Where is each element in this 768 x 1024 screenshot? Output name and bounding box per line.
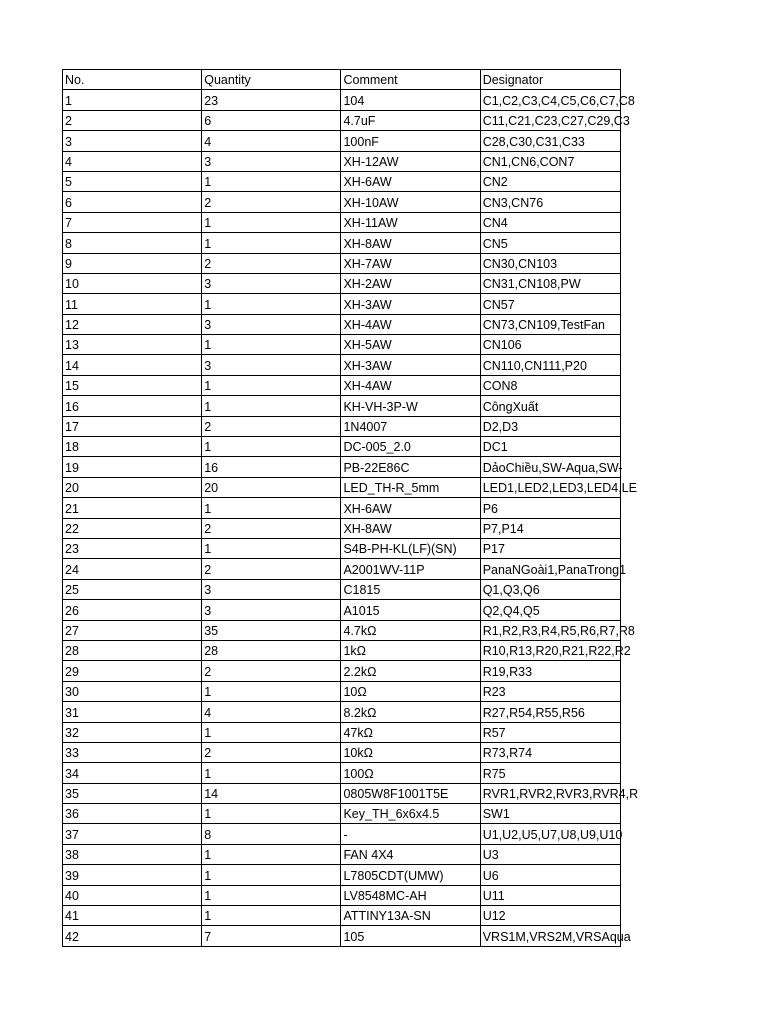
cell-comment[interactable]: 47kΩ [341, 722, 480, 742]
cell-designator[interactable]: C11,C21,C23,C27,C29,C3 [480, 110, 620, 130]
cell-comment[interactable]: XH-8AW [341, 233, 480, 253]
cell-designator[interactable]: CN4 [480, 212, 620, 232]
cell-quantity[interactable]: 1 [202, 294, 341, 314]
cell-quantity[interactable]: 2 [202, 416, 341, 436]
cell-comment[interactable]: LV8548MC-AH [341, 885, 480, 905]
cell-quantity[interactable]: 1 [202, 212, 341, 232]
table-row [63, 335, 621, 355]
cell-comment[interactable]: FAN 4X4 [341, 844, 480, 864]
cell-quantity[interactable]: 1 [202, 804, 341, 824]
table-row [63, 804, 621, 824]
cell-designator[interactable]: LED1,LED2,LED3,LED4,LE [480, 477, 620, 497]
cell-quantity[interactable]: 2 [202, 559, 341, 579]
cell-quantity[interactable]: 2 [202, 661, 341, 681]
cell-designator[interactable]: R73,R74 [480, 742, 620, 762]
cell-quantity[interactable]: 2 [202, 518, 341, 538]
table-row [63, 906, 621, 926]
bom-table [62, 69, 639, 947]
cell-no[interactable]: 11 [63, 294, 202, 314]
cell-comment[interactable]: 105 [341, 926, 480, 946]
cell-designator[interactable]: R27,R54,R55,R56 [480, 702, 620, 722]
cell-comment[interactable]: L7805CDT(UMW) [341, 865, 480, 885]
cell-comment[interactable]: 1N4007 [341, 416, 480, 436]
table-row [63, 355, 621, 375]
cell-designator[interactable]: CN110,CN111,P20 [480, 355, 620, 375]
cell-no[interactable]: 23 [63, 538, 202, 558]
cell-quantity[interactable]: 23 [202, 90, 341, 110]
table-row [63, 620, 621, 640]
table-row [63, 538, 621, 558]
cell-designator[interactable]: DC1 [480, 437, 620, 457]
table-row [63, 824, 621, 844]
cell-comment[interactable]: 104 [341, 90, 480, 110]
table-row [63, 233, 621, 253]
cell-designator[interactable]: C1,C2,C3,C4,C5,C6,C7,C8 [480, 90, 620, 110]
cell-quantity[interactable]: 1 [202, 171, 341, 191]
cell-no[interactable]: 39 [63, 865, 202, 885]
header-no[interactable]: No. [63, 70, 202, 90]
cell-quantity[interactable]: 1 [202, 722, 341, 742]
table-row [63, 90, 621, 110]
cell-designator[interactable]: R75 [480, 763, 620, 783]
cell-designator[interactable]: R23 [480, 681, 620, 701]
cell-no[interactable]: 8 [63, 233, 202, 253]
cell-comment[interactable]: 2.2kΩ [341, 661, 480, 681]
table-row [63, 518, 621, 538]
table-row [63, 416, 621, 436]
cell-comment[interactable]: DC-005_2.0 [341, 437, 480, 457]
cell-designator[interactable]: CN106 [480, 335, 620, 355]
cell-quantity[interactable]: 1 [202, 865, 341, 885]
table-row [63, 579, 621, 599]
table-row [63, 926, 621, 946]
cell-comment[interactable]: - [341, 824, 480, 844]
cell-comment[interactable]: A1015 [341, 600, 480, 620]
cell-no[interactable]: 29 [63, 661, 202, 681]
cell-quantity[interactable]: 20 [202, 477, 341, 497]
cell-designator[interactable]: R1,R2,R3,R4,R5,R6,R7,R8 [480, 620, 620, 640]
cell-no[interactable]: 20 [63, 477, 202, 497]
table-row [63, 640, 621, 660]
cell-no[interactable]: 31 [63, 702, 202, 722]
cell-comment[interactable]: XH-6AW [341, 498, 480, 518]
cell-comment[interactable]: 4.7uF [341, 110, 480, 130]
cell-designator[interactable]: DảoChiều,SW-Aqua,SW- [480, 457, 620, 477]
cell-no[interactable]: 24 [63, 559, 202, 579]
cell-quantity[interactable]: 2 [202, 192, 341, 212]
table-row [63, 437, 621, 457]
cell-no[interactable]: 1 [63, 90, 202, 110]
cell-quantity[interactable]: 1 [202, 885, 341, 905]
cell-no[interactable]: 10 [63, 273, 202, 293]
cell-quantity[interactable]: 1 [202, 396, 341, 416]
cell-no[interactable]: 17 [63, 416, 202, 436]
cell-no[interactable]: 34 [63, 763, 202, 783]
cell-no[interactable]: 40 [63, 885, 202, 905]
cell-quantity[interactable]: 4 [202, 702, 341, 722]
cell-no[interactable]: 32 [63, 722, 202, 742]
cell-no[interactable]: 22 [63, 518, 202, 538]
cell-quantity[interactable]: 1 [202, 681, 341, 701]
cell-designator[interactable]: R19,R33 [480, 661, 620, 681]
cell-no[interactable]: 3 [63, 131, 202, 151]
table-row [63, 253, 621, 273]
table-row [63, 844, 621, 864]
cell-comment[interactable]: XH-12AW [341, 151, 480, 171]
cell-designator[interactable]: CN5 [480, 233, 620, 253]
cell-quantity[interactable]: 3 [202, 314, 341, 334]
cell-no[interactable]: 14 [63, 355, 202, 375]
cell-designator[interactable]: U1,U2,U5,U7,U8,U9,U10 [480, 824, 620, 844]
cell-comment[interactable]: 0805W8F1001T5E [341, 783, 480, 803]
cell-comment[interactable]: XH-3AW [341, 355, 480, 375]
cell-no[interactable]: 2 [63, 110, 202, 130]
cell-comment[interactable]: 10Ω [341, 681, 480, 701]
cell-no[interactable]: 35 [63, 783, 202, 803]
cell-designator[interactable]: R10,R13,R20,R21,R22,R2 [480, 640, 620, 660]
cell-comment[interactable]: PB-22E86C [341, 457, 480, 477]
cell-no[interactable]: 30 [63, 681, 202, 701]
cell-quantity[interactable]: 1 [202, 538, 341, 558]
cell-designator[interactable]: CN2 [480, 171, 620, 191]
cell-quantity[interactable]: 2 [202, 253, 341, 273]
cell-comment[interactable]: XH-3AW [341, 294, 480, 314]
cell-comment[interactable]: XH-6AW [341, 171, 480, 191]
cell-quantity[interactable]: 28 [202, 640, 341, 660]
cell-no[interactable]: 7 [63, 212, 202, 232]
cell-quantity[interactable]: 2 [202, 742, 341, 762]
table-row [63, 375, 621, 395]
cell-designator[interactable]: Q1,Q3,Q6 [480, 579, 620, 599]
cell-no[interactable]: 4 [63, 151, 202, 171]
cell-designator[interactable]: P6 [480, 498, 620, 518]
cell-comment[interactable]: XH-2AW [341, 273, 480, 293]
cell-no[interactable]: 12 [63, 314, 202, 334]
cell-no[interactable]: 25 [63, 579, 202, 599]
cell-quantity[interactable]: 1 [202, 437, 341, 457]
table-row [63, 131, 621, 151]
table-row [63, 171, 621, 191]
cell-designator[interactable]: CN3,CN76 [480, 192, 620, 212]
cell-quantity[interactable]: 1 [202, 498, 341, 518]
cell-quantity[interactable]: 6 [202, 110, 341, 130]
cell-comment[interactable]: 8.2kΩ [341, 702, 480, 722]
cell-designator[interactable]: CN1,CN6,CON7 [480, 151, 620, 171]
table-row [63, 212, 621, 232]
table-row [63, 702, 621, 722]
cell-comment[interactable]: A2001WV-11P [341, 559, 480, 579]
table-row [63, 477, 621, 497]
cell-comment[interactable]: XH-5AW [341, 335, 480, 355]
table-row [63, 498, 621, 518]
cell-no[interactable]: 15 [63, 375, 202, 395]
table-row [63, 457, 621, 477]
cell-comment[interactable]: XH-10AW [341, 192, 480, 212]
cell-no[interactable]: 36 [63, 804, 202, 824]
cell-quantity[interactable]: 3 [202, 273, 341, 293]
cell-comment[interactable]: ATTINY13A-SN [341, 906, 480, 926]
cell-designator[interactable]: U12 [480, 906, 620, 926]
cell-comment[interactable]: 4.7kΩ [341, 620, 480, 640]
cell-no[interactable]: 26 [63, 600, 202, 620]
cell-no[interactable]: 27 [63, 620, 202, 640]
table-row [63, 661, 621, 681]
cell-quantity[interactable]: 3 [202, 600, 341, 620]
cell-quantity[interactable]: 16 [202, 457, 341, 477]
cell-no[interactable]: 13 [63, 335, 202, 355]
cell-quantity[interactable]: 3 [202, 579, 341, 599]
table-row [63, 273, 621, 293]
cell-designator[interactable]: P7,P14 [480, 518, 620, 538]
cell-no[interactable]: 33 [63, 742, 202, 762]
header-comment[interactable]: Comment [341, 70, 480, 90]
cell-no[interactable]: 21 [63, 498, 202, 518]
cell-no[interactable]: 18 [63, 437, 202, 457]
header-designator[interactable]: Designator [480, 70, 620, 90]
cell-no[interactable]: 19 [63, 457, 202, 477]
table-row [63, 314, 621, 334]
table-row [63, 294, 621, 314]
cell-comment[interactable]: 10kΩ [341, 742, 480, 762]
cell-no[interactable]: 16 [63, 396, 202, 416]
table-row [63, 396, 621, 416]
header-row [63, 70, 621, 90]
cell-no[interactable]: 5 [63, 171, 202, 191]
cell-designator[interactable]: RVR1,RVR2,RVR3,RVR4,R [480, 783, 620, 803]
cell-designator[interactable]: U3 [480, 844, 620, 864]
table-row [63, 151, 621, 171]
cell-quantity[interactable]: 3 [202, 355, 341, 375]
table-row [63, 559, 621, 579]
table-row [63, 885, 621, 905]
cell-designator[interactable]: CN73,CN109,TestFan [480, 314, 620, 334]
cell-designator[interactable]: Q2,Q4,Q5 [480, 600, 620, 620]
table-row [63, 763, 621, 783]
cell-no[interactable]: 38 [63, 844, 202, 864]
cell-quantity[interactable]: 14 [202, 783, 341, 803]
cell-quantity[interactable]: 35 [202, 620, 341, 640]
cell-quantity[interactable]: 1 [202, 844, 341, 864]
cell-designator[interactable]: CON8 [480, 375, 620, 395]
cell-quantity[interactable]: 8 [202, 824, 341, 844]
cell-designator[interactable]: CN30,CN103 [480, 253, 620, 273]
cell-no[interactable]: 42 [63, 926, 202, 946]
table-row [63, 600, 621, 620]
cell-comment[interactable]: XH-4AW [341, 314, 480, 334]
cell-designator[interactable]: U6 [480, 865, 620, 885]
cell-designator[interactable]: VRS1M,VRS2M,VRSAqua [480, 926, 620, 946]
cell-comment[interactable]: C1815 [341, 579, 480, 599]
cell-quantity[interactable]: 1 [202, 906, 341, 926]
cell-no[interactable]: 28 [63, 640, 202, 660]
table-row [63, 722, 621, 742]
cell-comment[interactable]: XH-7AW [341, 253, 480, 273]
cell-designator[interactable]: CN57 [480, 294, 620, 314]
cell-comment[interactable]: KH-VH-3P-W [341, 396, 480, 416]
cell-quantity[interactable]: 7 [202, 926, 341, 946]
table-row [63, 681, 621, 701]
cell-comment[interactable]: Key_TH_6x6x4.5 [341, 804, 480, 824]
table-row [63, 742, 621, 762]
cell-comment[interactable]: 100Ω [341, 763, 480, 783]
cell-quantity[interactable]: 1 [202, 375, 341, 395]
cell-quantity[interactable]: 1 [202, 233, 341, 253]
cell-quantity[interactable]: 3 [202, 151, 341, 171]
table-row [63, 110, 621, 130]
cell-designator[interactable]: U11 [480, 885, 620, 905]
cell-comment[interactable]: XH-11AW [341, 212, 480, 232]
cell-designator[interactable]: D2,D3 [480, 416, 620, 436]
cell-designator[interactable]: CN31,CN108,PW [480, 273, 620, 293]
cell-no[interactable]: 6 [63, 192, 202, 212]
cell-quantity[interactable]: 1 [202, 763, 341, 783]
cell-quantity[interactable]: 1 [202, 335, 341, 355]
table-row [63, 865, 621, 885]
table-body [63, 90, 639, 946]
table-row [63, 783, 621, 803]
table-row [63, 192, 621, 212]
cell-designator[interactable]: C28,C30,C31,C33 [480, 131, 620, 151]
cell-designator[interactable]: CôngXuất [480, 396, 620, 416]
header-quantity[interactable]: Quantity [202, 70, 341, 90]
cell-quantity[interactable]: 4 [202, 131, 341, 151]
cell-comment[interactable]: XH-8AW [341, 518, 480, 538]
cell-comment[interactable]: 100nF [341, 131, 480, 151]
cell-designator[interactable]: P17 [480, 538, 620, 558]
cell-designator[interactable]: SW1 [480, 804, 620, 824]
cell-comment[interactable]: XH-4AW [341, 375, 480, 395]
cell-comment[interactable]: LED_TH-R_5mm [341, 477, 480, 497]
cell-no[interactable]: 9 [63, 253, 202, 273]
cell-comment[interactable]: S4B-PH-KL(LF)(SN) [341, 538, 480, 558]
cell-comment[interactable]: 1kΩ [341, 640, 480, 660]
cell-no[interactable]: 37 [63, 824, 202, 844]
cell-no[interactable]: 41 [63, 906, 202, 926]
cell-designator[interactable]: PanaNGoài1,PanaTrong1 [480, 559, 620, 579]
cell-designator[interactable]: R57 [480, 722, 620, 742]
